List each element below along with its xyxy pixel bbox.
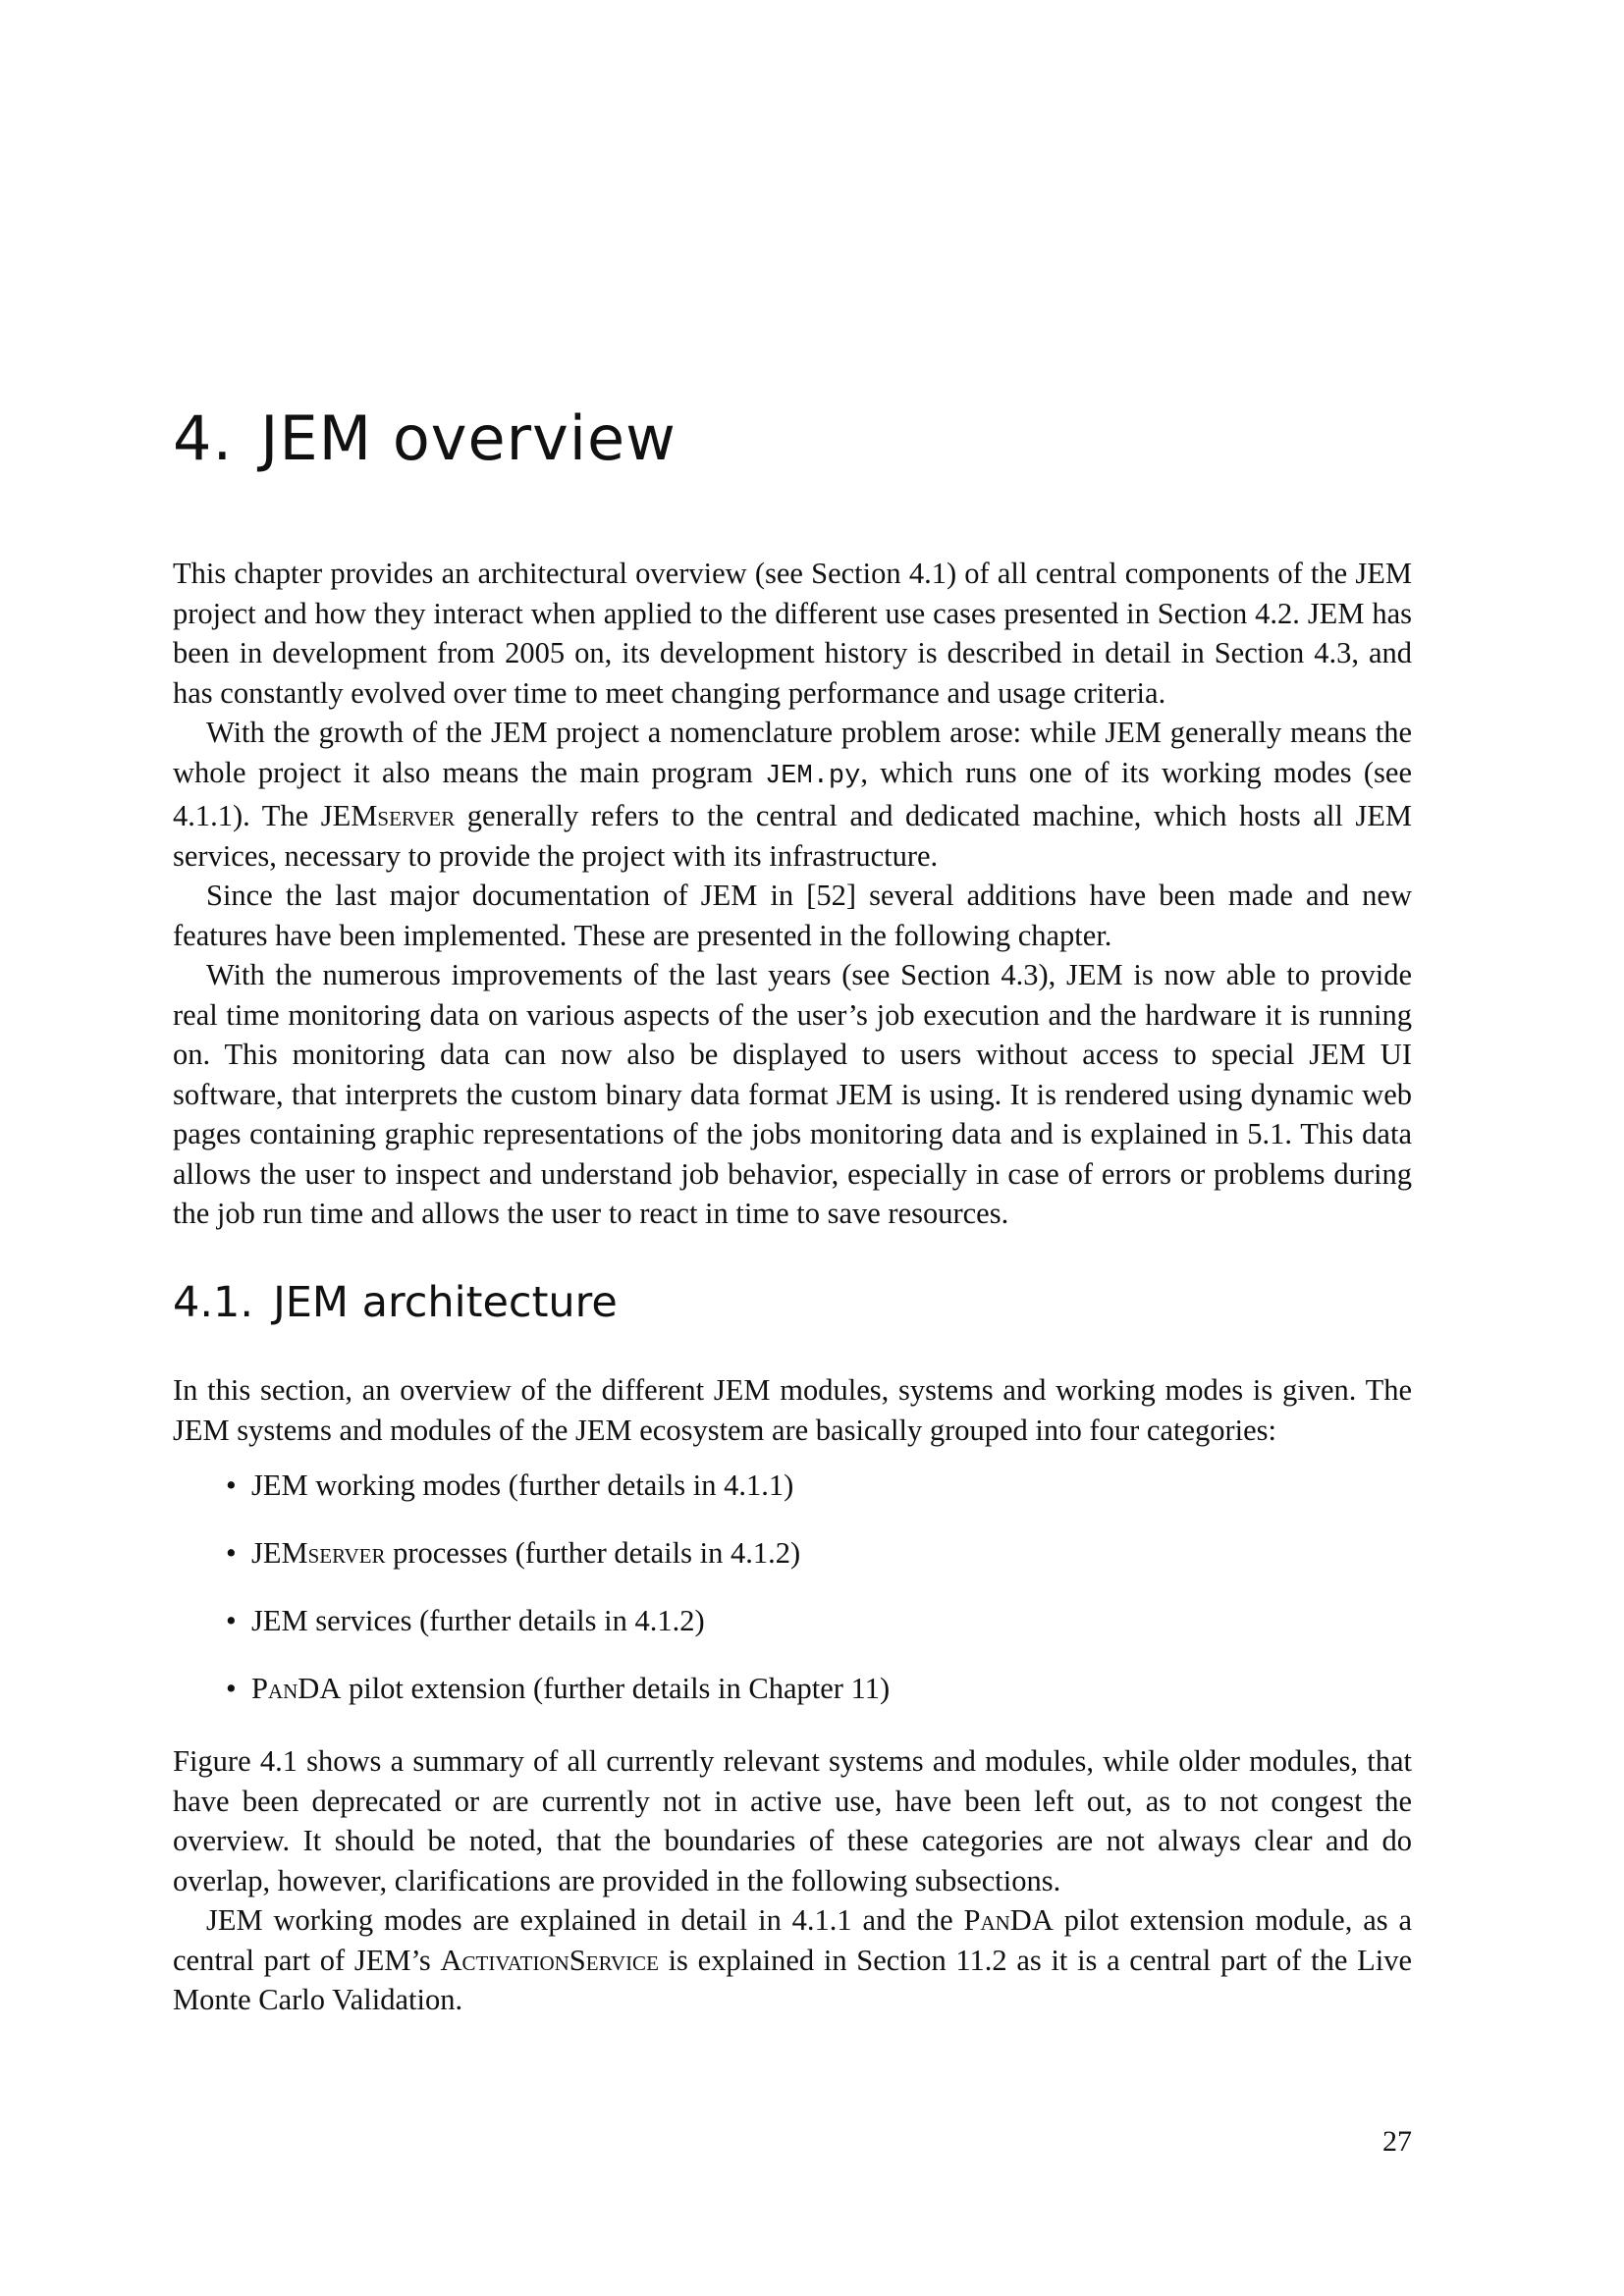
list-item-text: JEM — [251, 1536, 308, 1570]
closing-text-c: is explained in Section 11.2 as it is a central part of the Live Monte Carlo Validation. — [173, 1943, 1412, 2016]
p2-text-b: , which runs one of its working modes (see 4.1.1). The JEM — [173, 755, 1412, 832]
list-item-text-tail: processes (further details in 4.1.2) — [385, 1536, 801, 1570]
chapter-heading — [173, 402, 677, 474]
list-item — [226, 1466, 890, 1533]
chapter-intro — [173, 554, 1412, 1234]
server-smallcaps: server — [377, 799, 456, 832]
section-body — [173, 1741, 1412, 2020]
bullet-icon: • — [226, 1604, 237, 1637]
p2-text-a: With the growth of the JEM project a nomenclature problem arose: while JEM generally means the whole project it also means the main program — [173, 716, 1412, 789]
page-number: 27 — [1382, 2125, 1412, 2158]
closing-paragraph — [173, 1900, 1412, 2020]
bullet-icon: • — [226, 1672, 237, 1705]
section-heading — [173, 1278, 618, 1327]
list-item — [226, 1669, 890, 1736]
intro-paragraph-2 — [173, 713, 1412, 876]
closing-text-a: JEM working modes are explained in detail in 4.1.1 and the — [206, 1903, 964, 1937]
activation-service-smallcaps: ActivationService — [440, 1943, 659, 1977]
p2-text-c: generally refers to the central and dedicated machine, which hosts all JEM services, necessary to provide the project with its infrastructure. — [173, 799, 1412, 873]
list-item — [226, 1601, 890, 1669]
chapter-number: 4. — [173, 402, 234, 474]
list-item-text: JEM services (further details in 4.1.2) — [251, 1604, 705, 1637]
panda-smallcaps: PanDA — [963, 1903, 1054, 1937]
list-item-text-tail: pilot extension (further details in Chapter 11) — [341, 1672, 891, 1705]
intro-paragraph-3: Since the last major documentation of JEM in [52] several additions have been made and new features have been implemented. These are presented in the following chapter. — [173, 879, 1412, 952]
list-item — [226, 1533, 890, 1601]
figure-reference-paragraph: Figure 4.1 shows a summary of all currently relevant systems and modules, while older modules, that have been deprecated or are currently not in active use, have been left out, as to not congest the overview. It should be noted, that the boundaries of these categories are not always clear and do overlap, however, clarifications are provided in the following subsections. — [173, 1744, 1412, 1897]
bullet-icon: • — [226, 1468, 237, 1502]
bullet-icon: • — [226, 1536, 237, 1570]
category-list — [226, 1466, 890, 1736]
section-number: 4.1. — [173, 1278, 254, 1327]
closing-text-b: pilot extension module, as a central part of JEM’s — [173, 1903, 1412, 1977]
section-intro — [173, 1370, 1412, 1450]
intro-paragraph-1: This chapter provides an architectural overview (see Section 4.1) of all central components of the JEM project and how they interact when applied to the different use cases presented in Section 4.2. JEM has been in development from 2005 on, its development history is described in detail in Section 4.3, and has constantly evolved over time to meet changing performance and usage criteria. — [173, 557, 1412, 710]
intro-paragraph-4: With the numerous improvements of the last years (see Section 4.3), JEM is now able to provide real time monitoring data on various aspects of the user’s job execution and the hardware it is running on. This monitoring data can now also be displayed to users without access to special JEM UI software, that interprets the custom binary data format JEM is using. It is rendered using dynamic web pages containing graphic representations of the jobs monitoring data and is explained in 5.1. This data allows the user to inspect and understand job behavior, especially in case of errors or problems during the job run time and allows the user to react in time to save resources. — [173, 958, 1412, 1230]
list-item-smallcaps: server — [307, 1536, 386, 1570]
list-item-text: JEM working modes (further details in 4.1.1) — [251, 1468, 794, 1502]
section-intro-paragraph: In this section, an overview of the different JEM modules, systems and working modes is given. The JEM systems and modules of the JEM ecosystem are basically grouped into four categories: — [173, 1373, 1412, 1447]
list-item-smallcaps: PanDA — [251, 1672, 342, 1705]
chapter-title: JEM overview — [260, 402, 677, 474]
section-title: JEM architecture — [273, 1278, 618, 1327]
program-name: JEM.py — [765, 761, 861, 791]
